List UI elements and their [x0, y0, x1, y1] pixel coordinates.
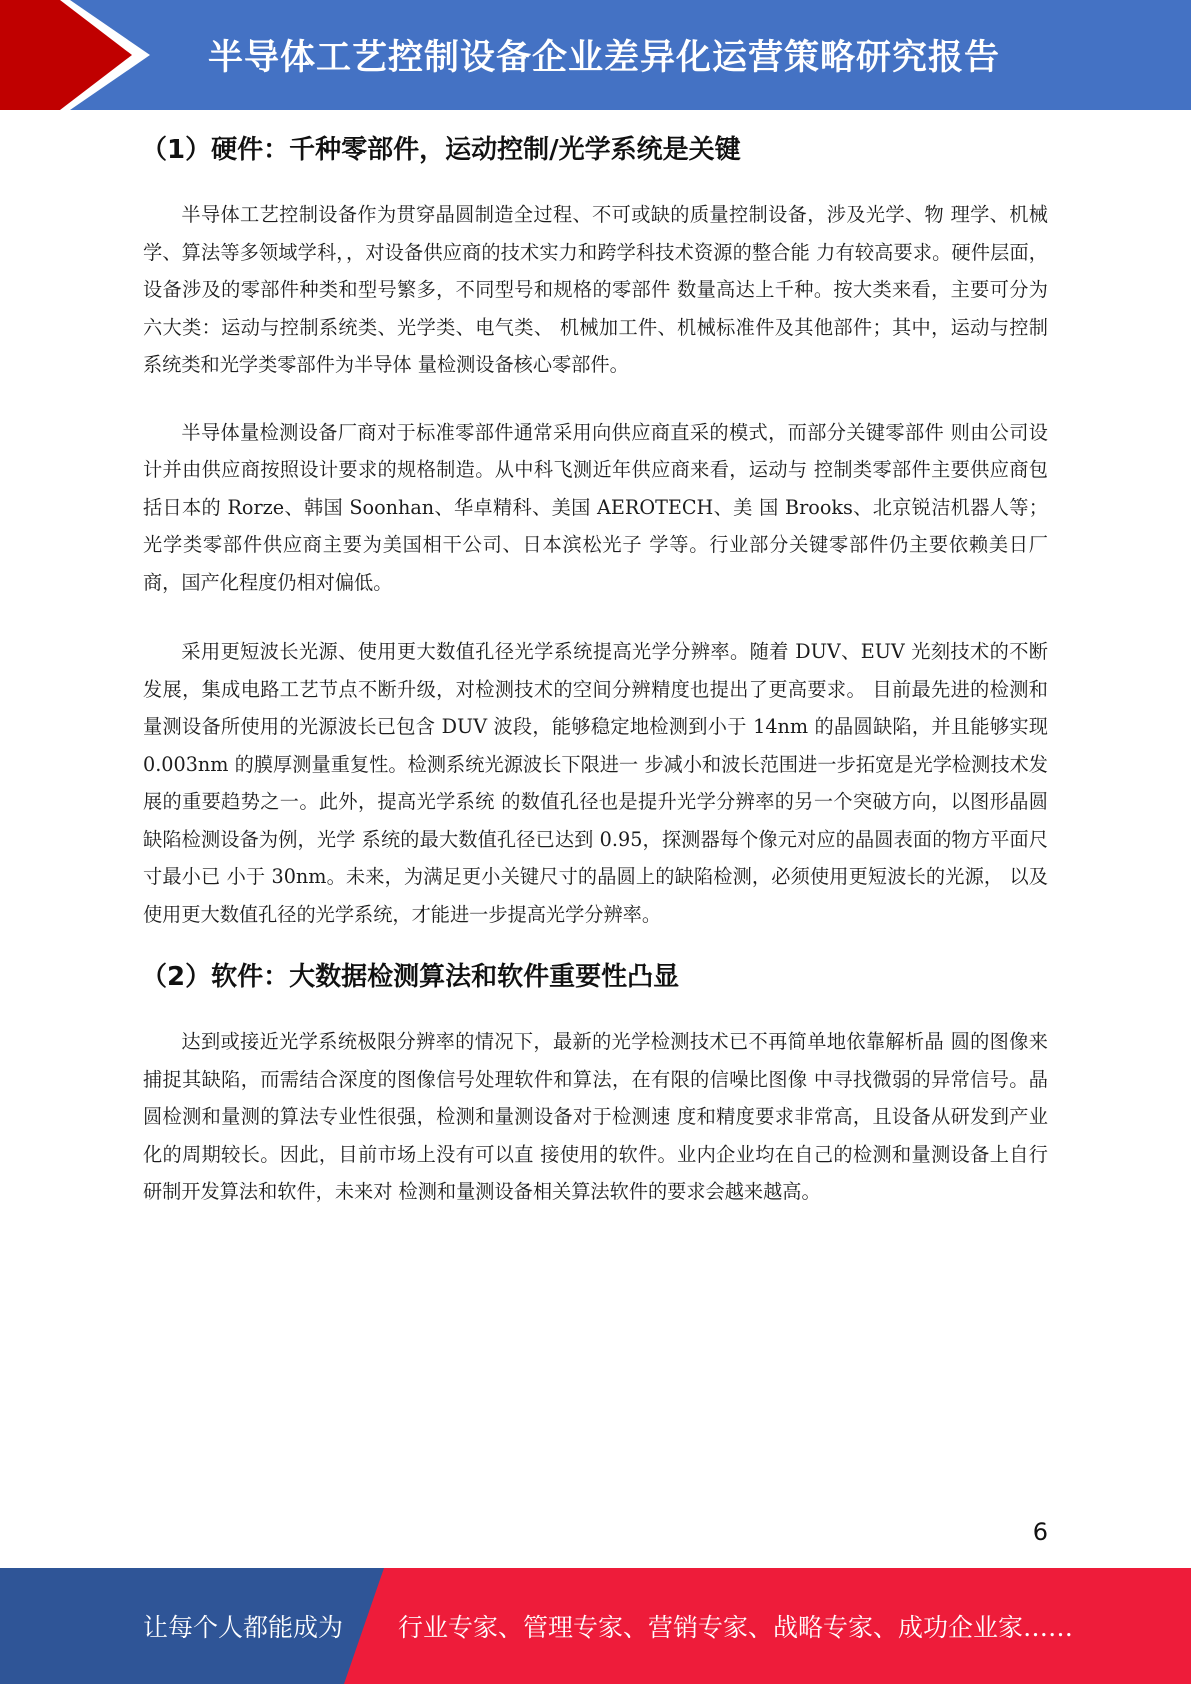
page-footer — [0, 1568, 1191, 1684]
paragraph: 达到或接近光学系统极限分辨率的情况下，最新的光学检测技术已不再简单地依靠解析晶 圆的图像来捕捉其缺陷，而需结合深度的图像信号处理软件和算法，在有限的信噪比图像 中寻找微弱的异常信号。晶圆检测和量测的算法专业性很强，检测和量测设备对于检测速 度和精度要求非常高，且设备从研发到产业化的周期较长。因此，目前市场上没有可以直 接使用的软件。业内企业均在自己的检测和量测设备上自行研制开发算法和软件，未来对 检测和量测设备相关算法软件的要求会越来越高。 — [143, 1030, 1048, 1203]
footer-slogan-right: 行业专家、管理专家、营销专家、战略专家、成功企业家…… — [398, 1613, 1074, 1642]
section-heading-hardware: （1）硬件：千种零部件，运动控制/光学系统是关键 — [141, 135, 741, 165]
page-header — [0, 0, 1191, 110]
header-chevron-graphic — [0, 0, 150, 110]
page-content — [143, 128, 1048, 1211]
paragraph: 采用更短波长光源、使用更大数值孔径光学系统提高光学分辨率。随着 DUV、EUV 光刻技术的不断发展，集成电路工艺节点不断升级，对检测技术的空间分辨精度也提出了更高要求。 目前最先进的检测和量测设备所使用的光源波长已包含 DUV 波段，能够稳定地检测到小于 14nm 的晶圆缺陷，并且能够实现 0.003nm 的膜厚测量重复性。检测系统光源波长下限进一 步减小和波长范围进一步拓宽是光学检测技术发展的重要趋势之一。此外，提高光学系统 的数值孔径也是提升光学分辨率的另一个突破方向，以图形晶圆缺陷检测设备为例，光学 系统的最大数值孔径已达到 0.95，探测器每个像元对应的晶圆表面的物方平面尺寸最小已 小于 30nm。未来，为满足更小关键尺寸的晶圆上的缺陷检测，必须使用更短波长的光源， 以及使用更大数值孔径的光学系统，才能进一步提高光学分辨率。 — [143, 640, 1048, 926]
paragraph: 半导体量检测设备厂商对于标准零部件通常采用向供应商直采的模式，而部分关键零部件 则由公司设计并由供应商按照设计要求的规格制造。从中科飞测近年供应商来看，运动与 控制类零部件主要供应商包括日本的 Rorze、韩国 Soonhan、华卓精科、美国 AEROTECH、美 国 Brooks、北京锐洁机器人等；光学类零部件供应商主要为美国相干公司、日本滨松光子 学等。行业部分关键零部件仍主要依赖美日厂商，国产化程度仍相对偏低。 — [143, 420, 1048, 594]
report-title: 半导体工艺控制设备企业差异化运营策略研究报告 — [208, 38, 1001, 78]
paragraph: 半导体工艺控制设备作为贯穿晶圆制造全过程、不可或缺的质量控制设备，涉及光学、物 理学、机械学、算法等多领域学科，，对设备供应商的技术实力和跨学科技术资源的整合能 力有较高要求。硬件层面，设备涉及的零部件种类和型号繁多，不同型号和规格的零部件 数量高达上千种。按大类来看，主要可分为六大类：运动与控制系统类、光学类、电气类、 机械加工件、机械标准件及其他部件；其中，运动与控制系统类和光学类零部件为半导体 量检测设备核心零部件。 — [143, 203, 1048, 376]
page-number: 6 — [1032, 1518, 1048, 1546]
footer-slogan-left: 让每个人都能成为 — [143, 1613, 344, 1642]
section-heading-software: （2）软件：大数据检测算法和软件重要性凸显 — [141, 962, 680, 992]
